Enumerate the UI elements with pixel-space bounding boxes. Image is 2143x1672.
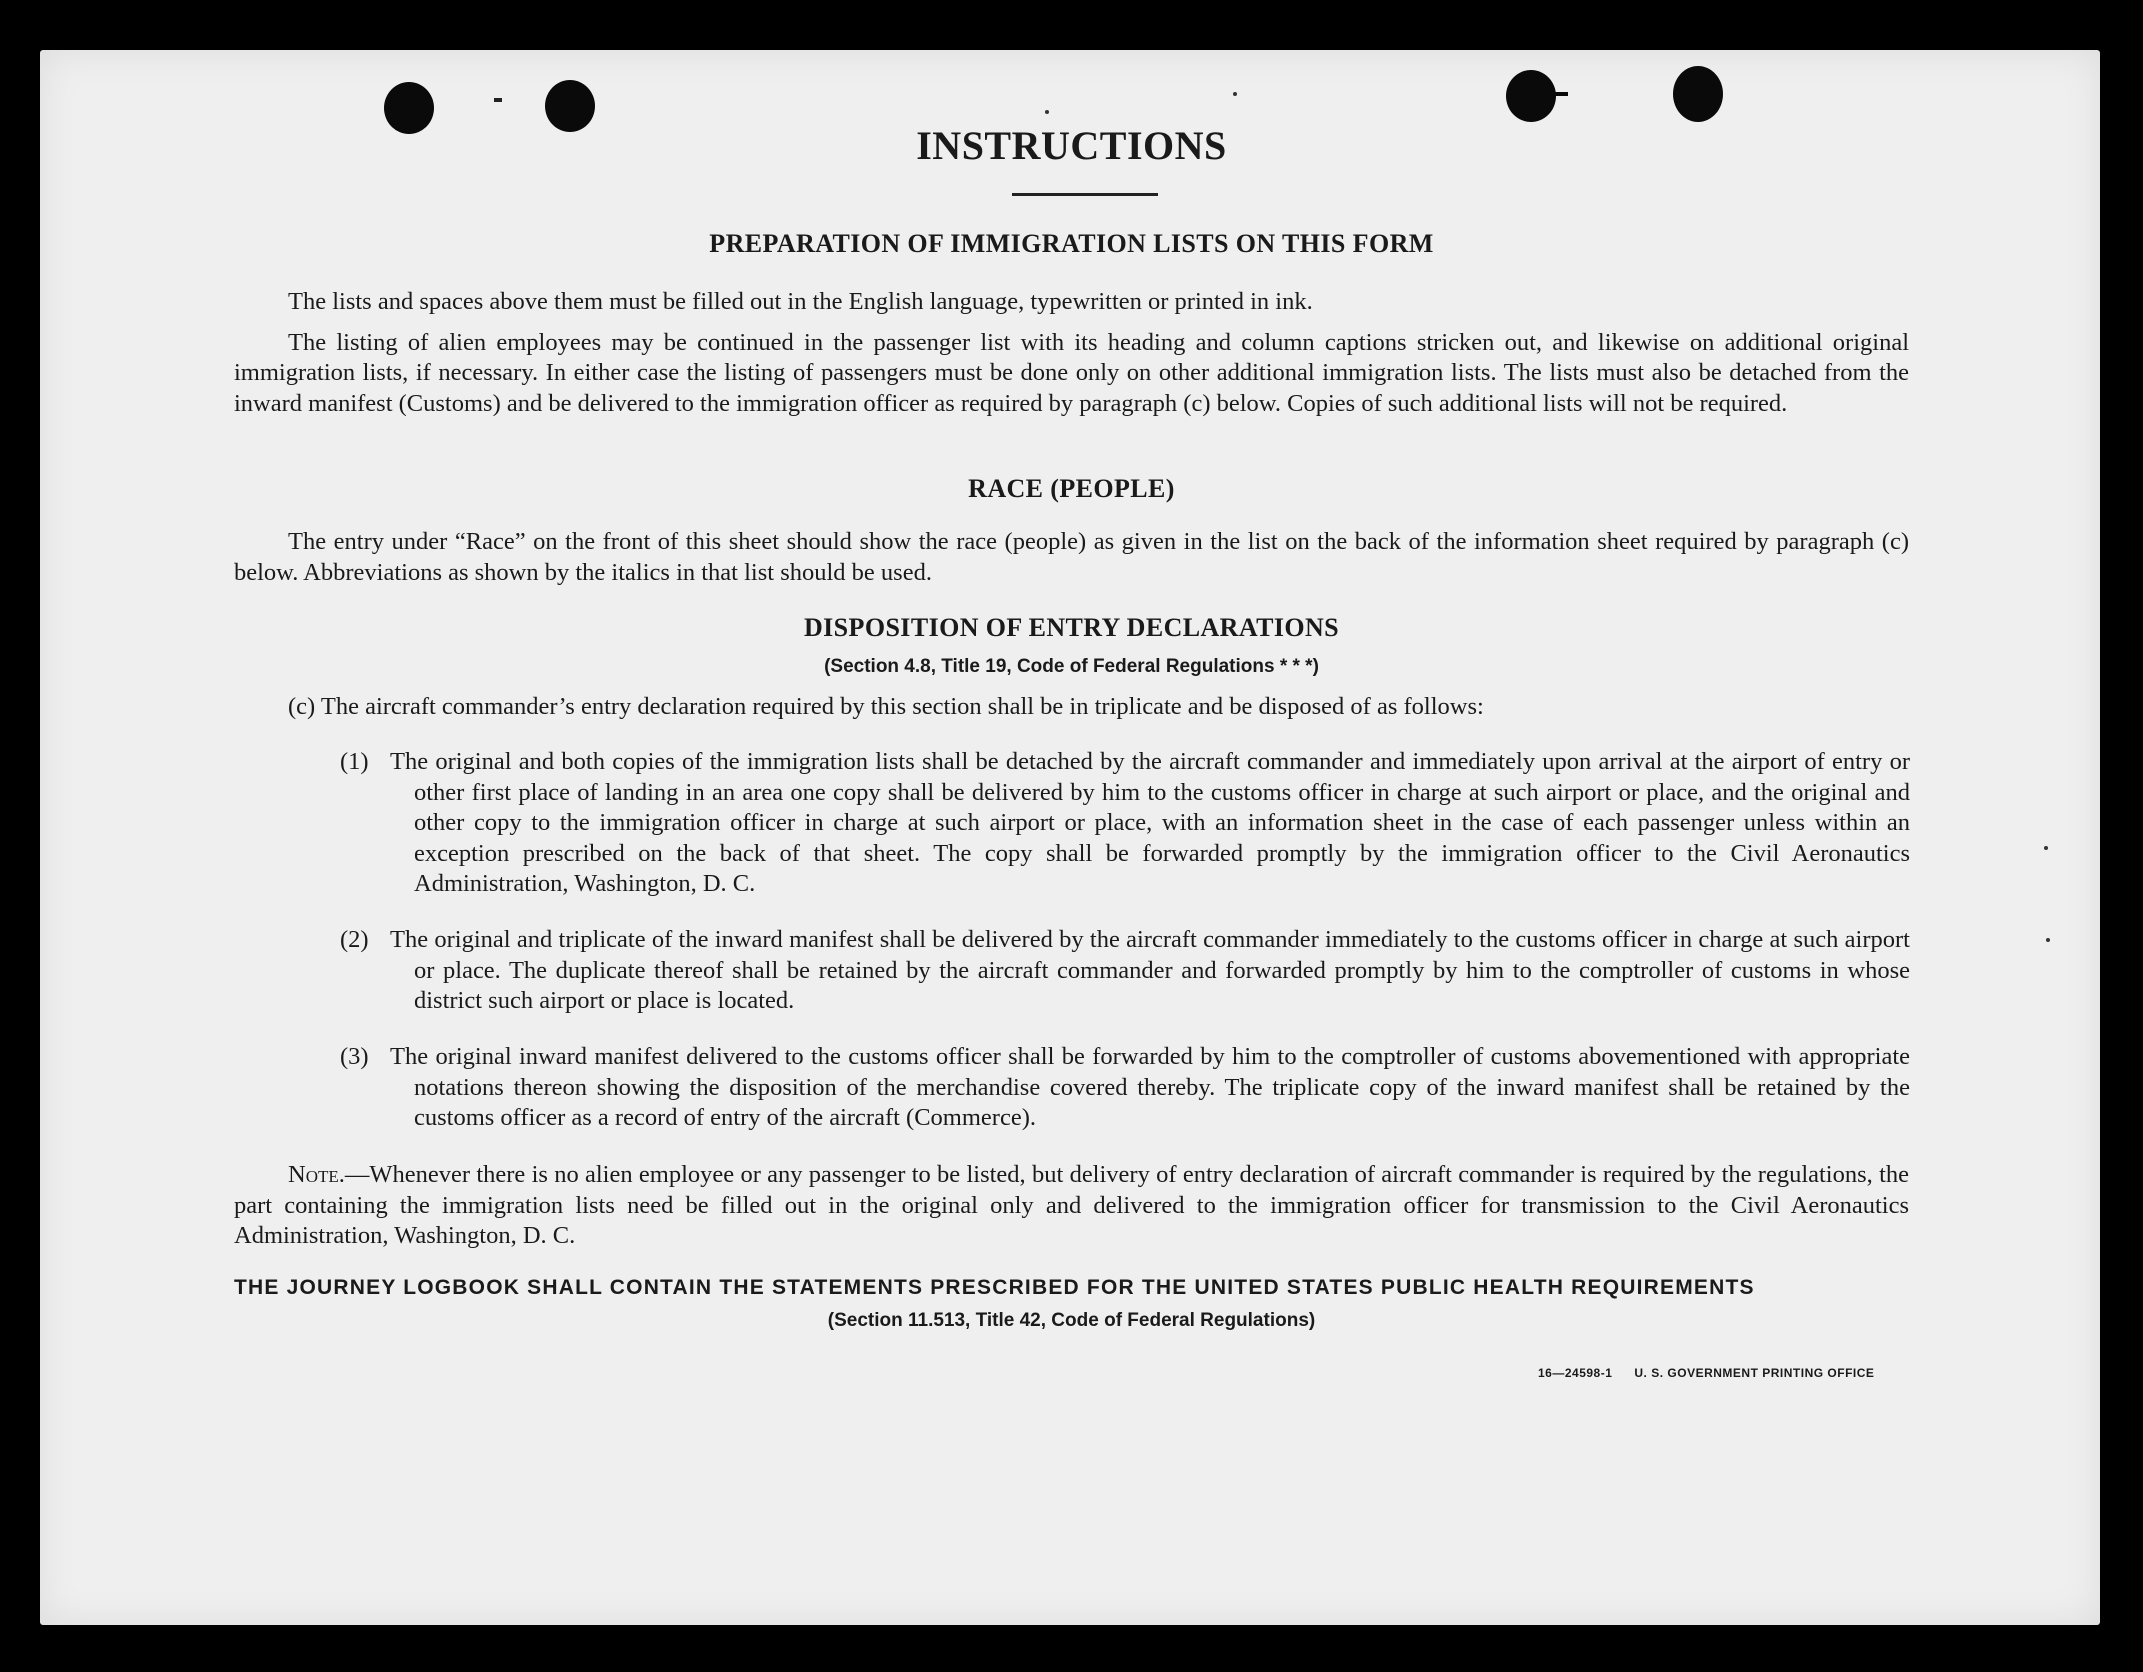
health-citation: (Section 11.513, Title 42, Code of Federal Regulations) — [827, 1310, 1316, 1331]
section-citation: (Section 4.8, Title 19, Code of Federal Regulations * * *) — [824, 656, 1319, 677]
paragraph — [234, 1160, 1909, 1252]
section-heading-race: RACE (PEOPLE) — [968, 474, 1175, 503]
speck — [1045, 110, 1049, 114]
speck — [2046, 938, 2050, 942]
printer-name: U. S. GOVERNMENT PRINTING OFFICE — [1634, 1366, 1875, 1380]
title-underline — [1012, 193, 1158, 196]
note-paragraph — [234, 1160, 1909, 1252]
health-requirements-line: THE JOURNEY LOGBOOK SHALL CONTAIN THE STATEMENTS PRESCRIBED FOR THE UNITED STATES PUBLIC HEALTH REQUIREMENTS — [234, 1276, 1755, 1299]
speck — [2044, 846, 2048, 850]
note-text: —Whenever there is no alien employee or any passenger to be listed, but delivery of entry declaration of aircraft commander is required by the regulations, the part containing the immigration lists need be filled out in the original only and delivered to the immigration officer for transmission to the Civil Aeronautics Administration, Washington, D. C. — [234, 1161, 1909, 1249]
paragraph: (c) The aircraft commander’s entry declaration required by this section shall be in triplicate and be disposed of as follows: — [288, 693, 1484, 720]
item-text: The original and triplicate of the inward manifest shall be delivered by the aircraft commander immediately to the customs officer in charge at such airport or place. The duplicate thereof shall be retained by the aircraft commander and forwarded promptly by him to the comptroller of customs in whose district such airport or place is located. — [390, 926, 1910, 1014]
printing-office-imprint — [1538, 1366, 1874, 1380]
list-item — [340, 1042, 1910, 1134]
item-number: (2) — [340, 926, 369, 953]
speck — [1233, 92, 1237, 96]
form-number: 16—24598-1 — [1538, 1366, 1613, 1380]
mark — [494, 98, 502, 102]
item-number: (3) — [340, 1043, 369, 1070]
paragraph: The lists and spaces above them must be filled out in the English language, typewritten or printed in ink. — [288, 288, 1313, 315]
preparation-paragraphs — [234, 287, 1909, 419]
race-paragraphs — [234, 527, 1909, 588]
punch-hole-3 — [1506, 70, 1556, 122]
note-label: Note. — [288, 1161, 345, 1188]
paragraph: The entry under “Race” on the front of this sheet should show the race (people) as given in the list on the back of the information sheet required by paragraph (c) below. Abbreviations as shown by the italics in that list should be used. — [234, 528, 1909, 586]
item-text: The original and both copies of the immigration lists shall be detached by the aircraft commander and immediately upon arrival at the airport of entry or other first place of landing in an area one copy shall be delivered by him to the customs officer in charge at such airport or place, and the original and other copy to the immigration officer in charge at such airport or place, with an information sheet in the case of each passenger unless within an exception prescribed on the back of that sheet. The copy shall be forwarded promptly by the immigration officer to the Civil Aeronautics Administration, Washington, D. C. — [390, 748, 1910, 897]
punch-hole-4 — [1673, 66, 1723, 122]
section-heading-preparation: PREPARATION OF IMMIGRATION LISTS ON THIS FORM — [709, 229, 1434, 258]
item-number: (1) — [340, 748, 369, 775]
page-title: INSTRUCTIONS — [916, 123, 1227, 168]
list-item — [340, 747, 1910, 900]
disposition-intro — [234, 692, 1909, 723]
section-heading-disposition: DISPOSITION OF ENTRY DECLARATIONS — [803, 613, 1340, 642]
item-text: The original inward manifest delivered to the customs officer shall be forwarded by him to the comptroller of customs abovementioned with appropriate notations thereon showing the disposition of the merchandise covered thereby. The triplicate copy of the inward manifest shall be retained by the customs officer as a record of entry of the aircraft (Commerce). — [390, 1043, 1910, 1131]
paragraph: The listing of alien employees may be continued in the passenger list with its heading and column captions stricken out, and likewise on additional original immigration lists, if necessary. In either case the listing of passengers must be done only on other additional immigration lists. The lists must also be detached from the inward manifest (Customs) and be delivered to the immigration officer as required by paragraph (c) below. Copies of such additional lists will not be required. — [234, 328, 1909, 417]
list-item — [340, 925, 1910, 1017]
